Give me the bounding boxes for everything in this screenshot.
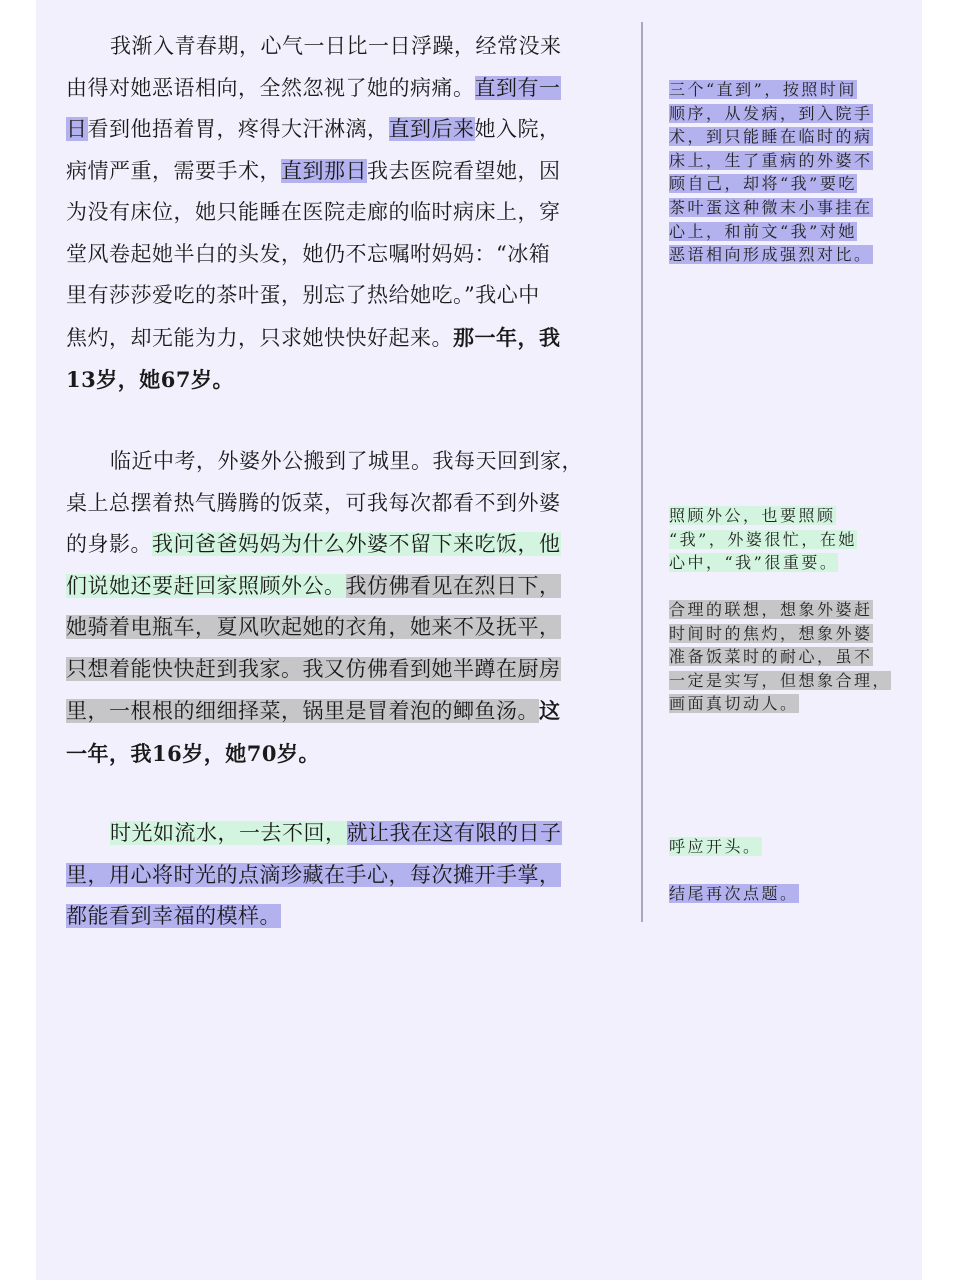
text-line [66, 359, 600, 402]
annotation-line: 准备饭菜时的耐心，虽不 [669, 647, 873, 667]
text-line [66, 649, 600, 691]
text-segment: 病情严重，需要手术， [66, 158, 281, 183]
annotation-line: 顾自己，却将“我”要吃 [669, 174, 857, 194]
annotation-echo-opening [669, 835, 901, 859]
annotation-zhidao-contrast [669, 78, 901, 267]
text-segment: 13岁，她67岁。 [66, 367, 234, 392]
annotation-line: 画面真切动人。 [669, 694, 799, 714]
text-segment: 看到他捂着胃，疼得大汗淋漓， [87, 117, 389, 141]
essay-paragraph-2 [66, 441, 600, 775]
text-line [66, 607, 600, 649]
annotation-line: 心中，“我”很重要。 [669, 553, 839, 573]
annotation-line: 合理的联想，想象外婆赶 [669, 600, 873, 619]
text-line [66, 109, 600, 151]
highlighted-text-purple: 直到那日 [281, 158, 367, 183]
text-line [66, 855, 600, 897]
annotation-line: “我”，外婆很忙，在她 [669, 529, 857, 549]
margin-divider [641, 22, 643, 922]
text-line [66, 151, 600, 193]
highlighted-text-purple: 都能看到幸福的模样。 [66, 904, 281, 928]
highlighted-text-green: 我问爸爸妈妈为什么外婆不留下来吃饭，他 [152, 532, 561, 556]
text-segment: 这 [539, 698, 561, 723]
text-line [66, 690, 600, 733]
annotation-line: 术，到只能睡在临时的病 [669, 127, 873, 147]
annotation-line: 床上，生了重病的外婆不 [669, 150, 873, 170]
text-line [66, 896, 600, 938]
text-segment: 她入院， [474, 117, 561, 141]
text-segment: 那一年，我 [453, 324, 561, 350]
highlighted-text-green: 们说她还要赶回家照顾外公。 [66, 573, 346, 598]
highlighted-text-purple: 里，用心将时光的点滴珍藏在手心，每次摊开手掌， [66, 862, 561, 887]
annotation-line: 心上，和前文“我”对她 [669, 221, 857, 241]
highlighted-text-gray: 里，一根根的细细择菜，锅里是冒着泡的鲫鱼汤。 [66, 699, 539, 723]
text-line [66, 441, 600, 483]
annotation-line: 时间时的焦灼，想象外婆 [669, 623, 873, 643]
text-segment: 堂风卷起她半白的头发，她仍不忘嘱咐妈妈：“冰箱 [66, 241, 551, 266]
text-segment: 为没有床位，她只能睡在医院走廊的临时病床上，穿 [66, 200, 561, 224]
essay-paragraph-3 [66, 813, 600, 938]
annotation-line: 茶叶蛋这种微末小事挂在 [669, 197, 873, 217]
text-line [66, 813, 600, 855]
essay-paragraph-1 [66, 26, 600, 402]
annotation-restate-theme [669, 882, 901, 906]
text-segment: 焦灼，却无能为力，只求她快快好起来。 [66, 325, 453, 350]
highlighted-text-purple: 日 [66, 117, 88, 141]
text-line [66, 483, 600, 525]
text-segment: 临近中考，外婆外公搬到了城里。我每天回到家， [110, 449, 583, 473]
text-line [66, 317, 600, 360]
highlighted-text-gray: 我仿佛看见在烈日下， [345, 573, 561, 598]
text-segment: 由得对她恶语相向，全然忽视了她的病痛。 [66, 75, 475, 100]
text-line [66, 234, 600, 276]
highlighted-text-green: 时光如流水，一去不回， [110, 821, 347, 845]
annotation-line: 结尾再次点题。 [669, 884, 799, 903]
annotation-line: 三个“直到”，按照时间 [669, 80, 857, 99]
annotation-line: 呼应开头。 [669, 837, 762, 856]
annotation-line: 一定是实写，但想象合理， [669, 670, 892, 690]
highlighted-text-purple: 直到后来 [388, 117, 475, 141]
annotation-line: 顺序，从发病，到入院手 [669, 103, 873, 123]
highlighted-text-gray: 她骑着电瓶车，夏风吹起她的衣角，她来不及抚平， [66, 615, 561, 639]
text-line [66, 192, 600, 234]
text-line [66, 275, 600, 317]
text-line [66, 524, 600, 566]
highlighted-text-gray: 只想着能快快赶到我家。我又仿佛看到她半蹲在厨房 [66, 656, 561, 681]
text-segment: 的身影。 [66, 532, 152, 556]
annotation-imagination [669, 598, 901, 716]
text-line [66, 733, 600, 776]
text-segment: 桌上总摆着热气腾腾的饭菜，可我每次都看不到外婆 [66, 490, 561, 515]
annotation-line: 恶语相向形成强烈对比。 [669, 245, 873, 265]
text-segment: 我去医院看望她，因 [367, 158, 561, 183]
annotation-line: 照顾外公，也要照顾 [669, 506, 836, 525]
highlighted-text-purple: 直到有一 [474, 75, 561, 100]
annotation-care-for-me [669, 504, 901, 575]
text-segment: 我渐入青春期，心气一日比一日浮躁，经常没来 [110, 34, 562, 58]
text-line [66, 68, 600, 110]
text-line [66, 26, 600, 68]
text-segment: 一年，我16岁，她70岁。 [66, 740, 320, 766]
highlighted-text-purple: 就让我在这有限的日子 [346, 821, 562, 845]
text-segment: 里有莎莎爱吃的茶叶蛋，别忘了热给她吃。”我心中 [66, 283, 540, 307]
text-line [66, 566, 600, 608]
